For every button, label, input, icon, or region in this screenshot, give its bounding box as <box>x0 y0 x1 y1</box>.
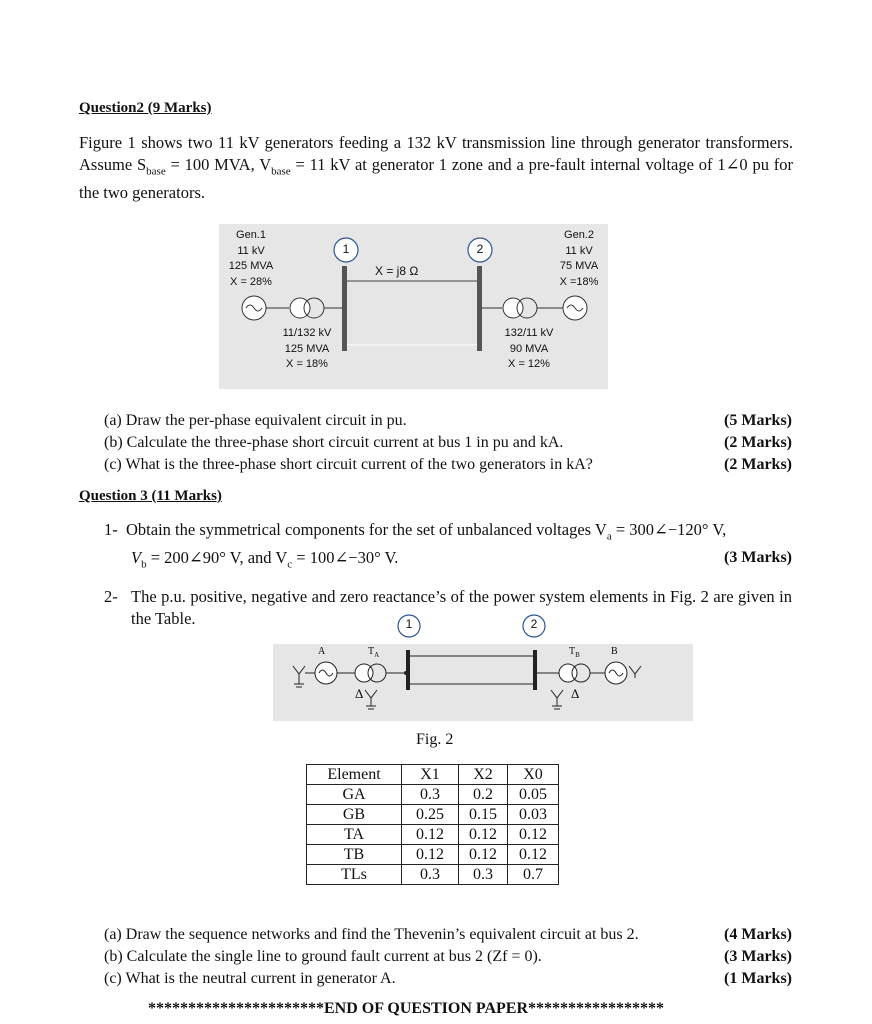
q3-part-c: (c) What is the neutral current in generator A. (1 Marks) <box>104 970 792 987</box>
t1-rating: 11/132 kV 125 MVA X = 18% <box>282 327 332 370</box>
q2-parts <box>104 410 792 476</box>
figure-2-diagram <box>273 644 693 721</box>
table-header: Element <box>307 765 402 785</box>
gen-b-label: B <box>611 646 618 657</box>
tb-label: $T_B$ <box>569 646 580 659</box>
table-row: TA 0.12 0.12 0.12 <box>307 825 559 845</box>
table-row: GB 0.25 0.15 0.03 <box>307 805 559 825</box>
bus-2-bar <box>533 650 537 690</box>
table-header-row <box>307 765 559 785</box>
table-header: X0 <box>508 765 559 785</box>
gen2-rating: Gen.2 11 kV 75 MVA X =18% <box>559 229 599 288</box>
footer: **********************END OF QUESTION PAPER***************** <box>148 1000 665 1017</box>
bus-1-bar <box>342 266 347 351</box>
gen1-rating: Gen.1 11 kV 125 MVA X = 28% <box>228 229 274 288</box>
table-header: X1 <box>402 765 459 785</box>
q3-item-2: 2- The p.u. positive, negative and zero reactance’s of the power system elements in Fig. 2 are given in the Table. <box>104 587 792 628</box>
q3-heading: Question 3 (11 Marks) <box>79 488 222 504</box>
reactance-table <box>306 764 559 885</box>
q2-intro: Figure 1 shows two 11 kV generators feeding a 132 kV transmission line through generator transformers. Assume $S_{base} = 100$ MVA, $V_{base} = 11$ kV at generator 1 zone and a pre-fault internal voltage of 1∠0 pu for the two generators. <box>79 133 793 203</box>
q2-heading: Question2 (9 Marks) <box>79 100 212 116</box>
figure-1 <box>219 224 608 389</box>
bus-2-bar <box>477 266 482 351</box>
tb-delta-label: Δ <box>571 686 580 701</box>
q3-part-b: (b) Calculate the single line to ground fault current at bus 2 (Zf = 0). (3 Marks) <box>104 948 792 965</box>
q2-part-c: (c) What is the three-phase short circuit current of the two generators in kA? (2 Marks) <box>104 456 792 473</box>
gen-a-label: A <box>318 646 326 657</box>
table-row: TB 0.12 0.12 0.12 <box>307 845 559 865</box>
ta-label: $T_A$ <box>368 646 380 659</box>
line-impedance: X = j8 Ω <box>375 264 419 278</box>
q3-parts <box>104 924 792 990</box>
table-header: X2 <box>459 765 508 785</box>
bus-2-label: 2 <box>476 242 484 256</box>
q2-part-b: (b) Calculate the three-phase short circuit current at bus 1 in pu and kA. (2 Marks) <box>104 434 792 451</box>
q3-item-1: 1- Obtain the symmetrical components for the set of unbalanced voltages $V_a$ = 300∠−120° V, $V_b$ = 200∠90° V, and $V_c$ = 100∠−30° V. (3 Marks) <box>104 520 792 571</box>
figure-2 <box>273 644 693 721</box>
fig2-caption: Fig. 2 <box>416 731 454 748</box>
fig2-bus-2-label: 2 <box>530 617 538 631</box>
q3-part-a: (a) Draw the sequence networks and find the Thevenin’s equivalent circuit at bus 2. (4 Marks) <box>104 926 792 943</box>
q2-part-a: (a) Draw the per-phase equivalent circuit in pu. (5 Marks) <box>104 412 792 429</box>
table-row: GA 0.3 0.2 0.05 <box>307 785 559 805</box>
fig2-bus-1-label: 1 <box>405 617 413 631</box>
table-row: TLs 0.3 0.3 0.7 <box>307 865 559 885</box>
bus-1-label: 1 <box>342 242 350 256</box>
t2-rating: 132/11 kV 90 MVA X = 12% <box>504 327 554 370</box>
bus-1-bar <box>406 650 410 690</box>
ta-delta-label: Δ <box>355 686 364 701</box>
